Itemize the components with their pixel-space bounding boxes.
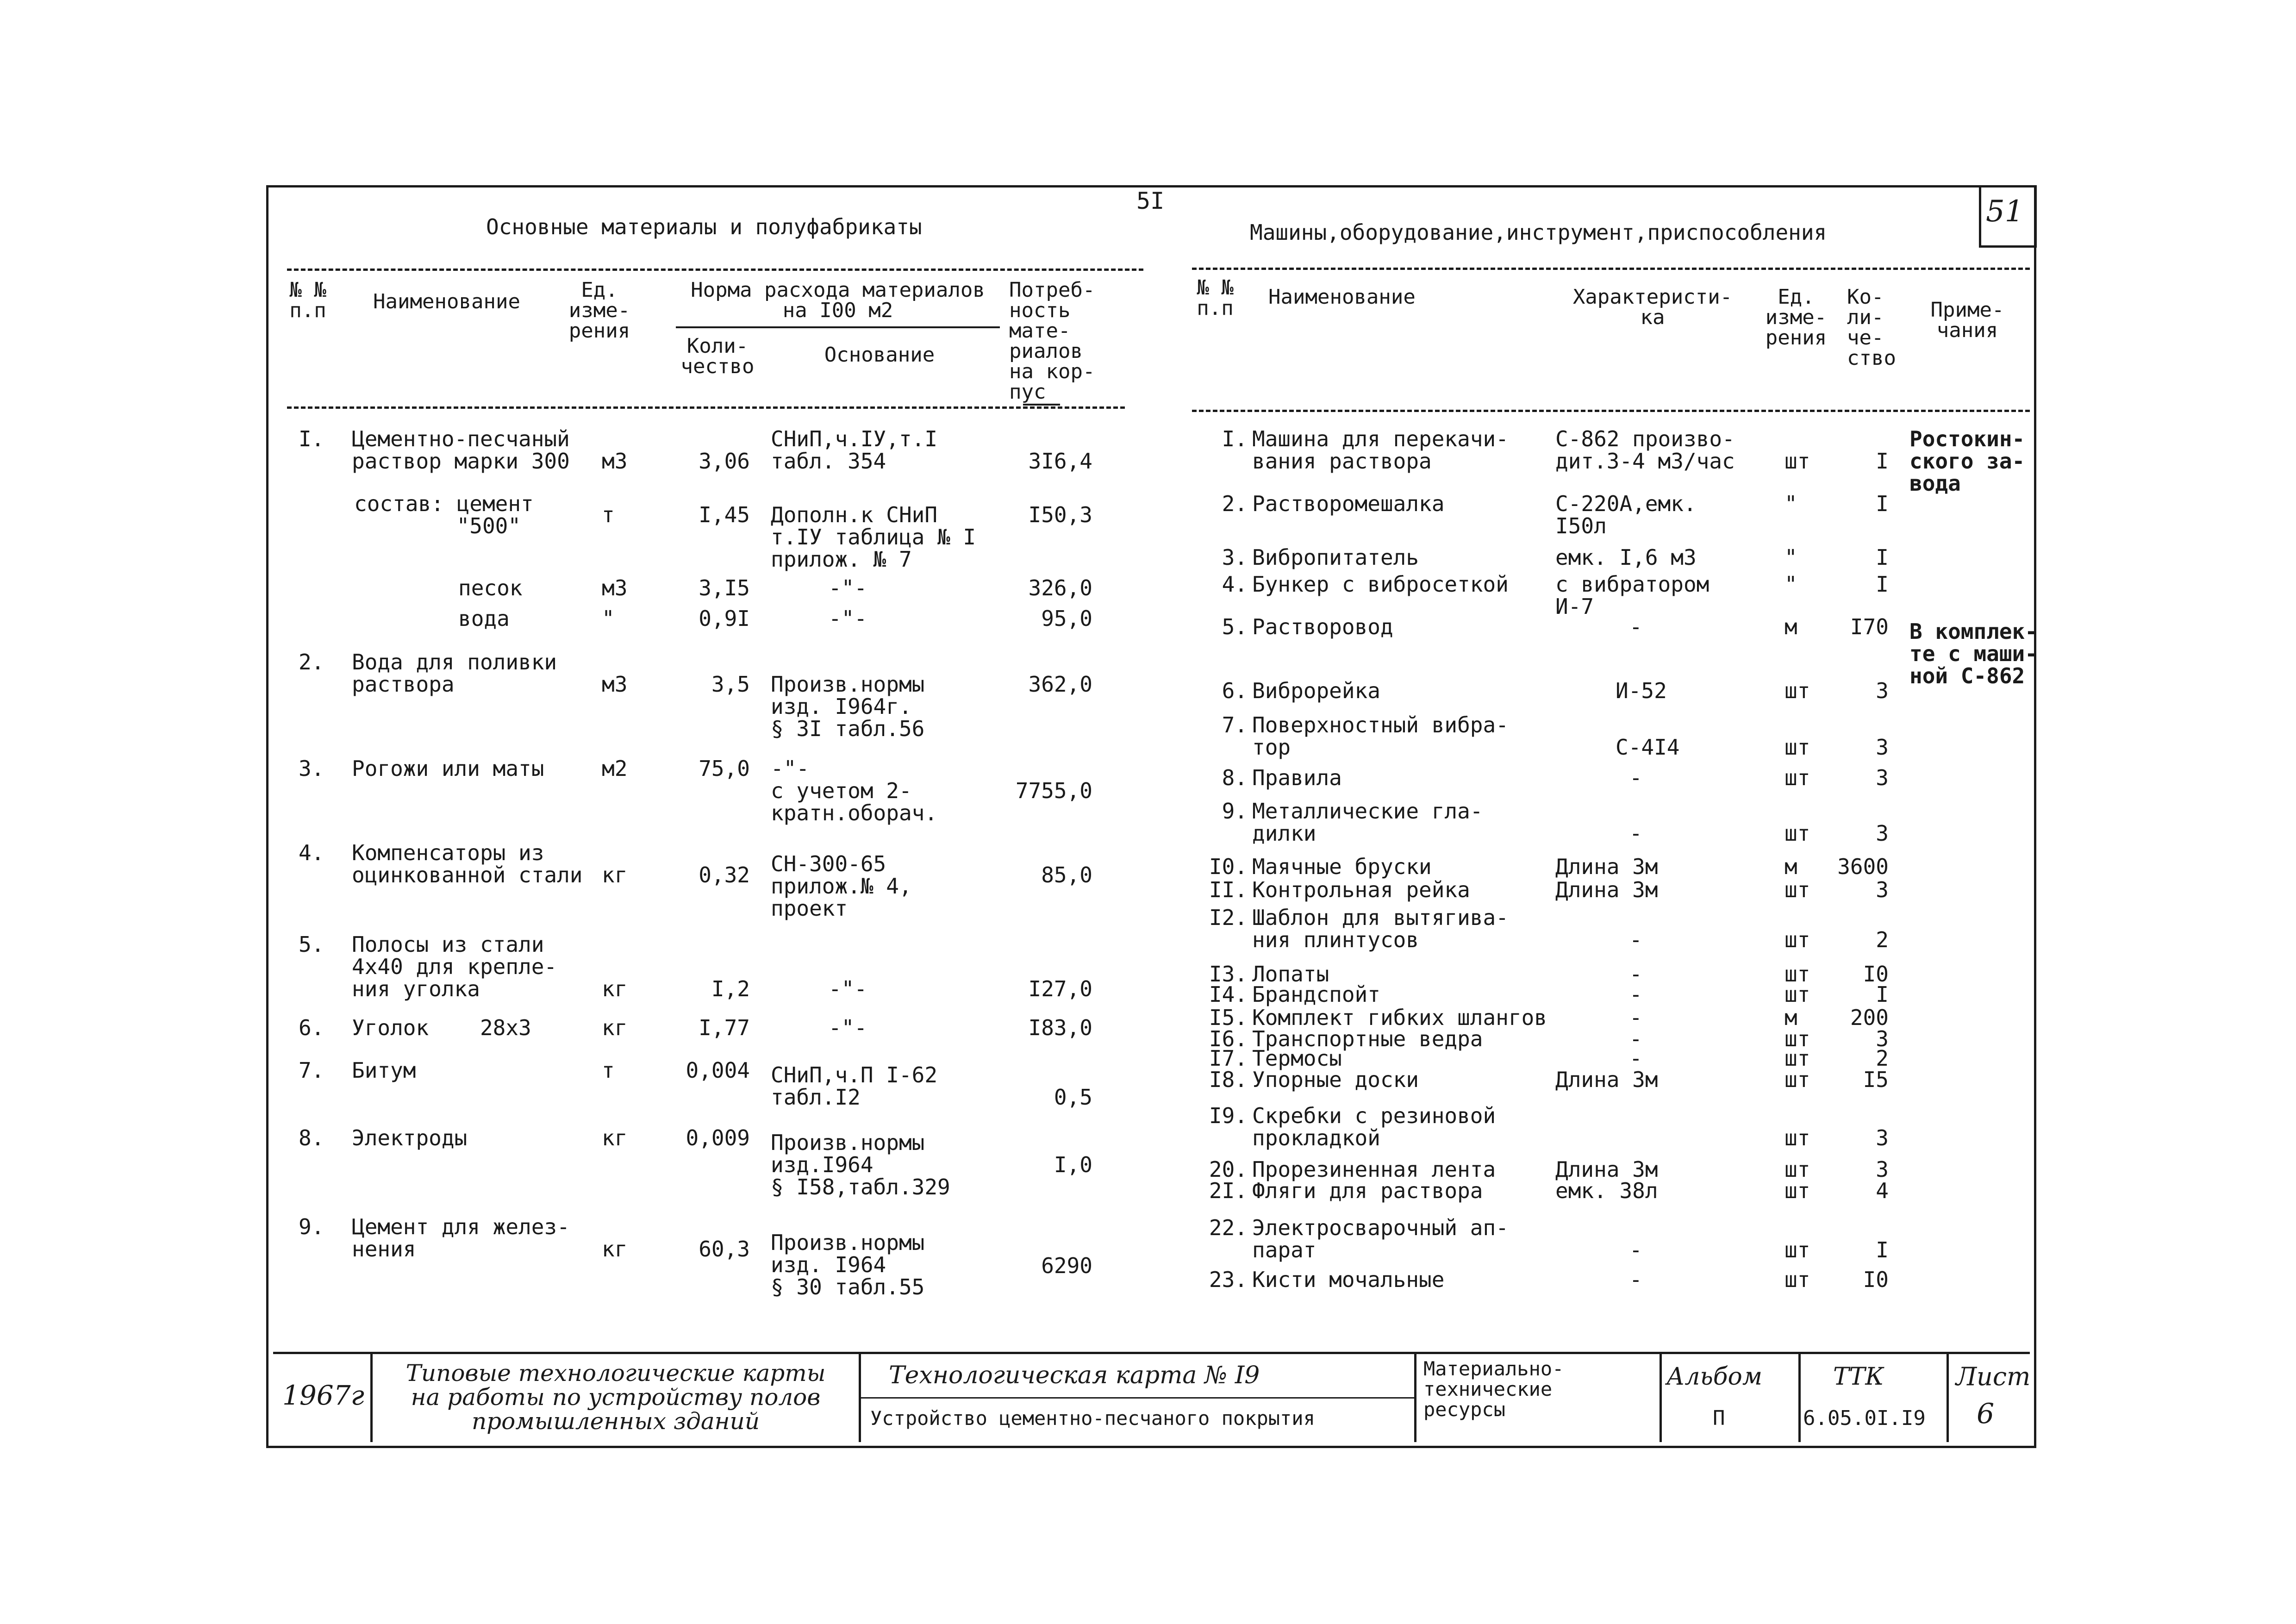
row-char: Длина 3м <box>1555 1067 1658 1092</box>
row-unit: шт <box>1784 735 1810 760</box>
left-col-name-header: Наименование <box>373 290 520 313</box>
row-need: I27,0 <box>1028 976 1092 1001</box>
row-name: Термосы <box>1252 1046 1342 1071</box>
row-name: состав: цемент "500" <box>354 491 534 538</box>
row-num: I0. <box>1209 854 1248 879</box>
row-unit: " <box>1784 545 1797 570</box>
sheet-stamp: 51 <box>1986 194 2024 229</box>
right-col-char-header: Характеристи- ка <box>1572 285 1733 329</box>
row-num: 5. <box>299 932 324 957</box>
row-unit: шт <box>1784 449 1810 474</box>
row-num: 9. <box>299 1214 324 1239</box>
row-basis: Дополн.к СНиП т.IУ таблица № I прилож. № 7 <box>771 502 976 572</box>
row-unit: шт <box>1784 1046 1810 1071</box>
row-basis: -"- <box>829 606 867 631</box>
row-name: Электроды <box>352 1125 468 1150</box>
row-name: Виброрейка <box>1252 678 1380 703</box>
row-name: Маячные бруски <box>1252 854 1432 879</box>
row-name: Цемент для желез- нения <box>352 1214 570 1262</box>
left-col-unit-header: Ед. изме- рения <box>568 278 630 343</box>
row-basis: СНиП,ч.П I-62 табл.I2 <box>771 1062 938 1110</box>
row-qty: 3 <box>1876 735 1889 760</box>
row-name: Компенсаторы из оцинкованной стали <box>352 840 583 887</box>
row-name: Растворомешалка <box>1252 491 1445 516</box>
row-unit: т <box>602 1058 615 1083</box>
row-num: I7. <box>1209 1046 1248 1071</box>
left-col-norm-header: Норма расхода материалов на I00 м2 <box>691 278 985 322</box>
row-num: 2. <box>1222 491 1248 516</box>
row-name: Поверхностный вибра- тор <box>1252 712 1509 760</box>
row-qty: I,77 <box>699 1015 750 1040</box>
row-name: Вибропитатель <box>1252 545 1419 570</box>
row-char: - <box>1629 1237 1642 1262</box>
row-qty: 3,06 <box>699 449 750 474</box>
row-name: Металлические гла- дилки <box>1252 799 1483 846</box>
row-unit: шт <box>1784 1237 1810 1262</box>
row-qty: I <box>1876 982 1889 1007</box>
row-unit: м3 <box>602 449 628 474</box>
row-unit: кг <box>602 976 628 1001</box>
row-char: с вибратором И-7 <box>1555 572 1710 619</box>
row-char: - <box>1629 927 1642 952</box>
row-qty: 0,9I <box>699 606 750 631</box>
row-num: I5. <box>1209 1005 1248 1030</box>
row-basis: -"- <box>829 1015 867 1040</box>
row-num: I2. <box>1209 905 1248 930</box>
row-need: 6290 <box>1041 1253 1092 1278</box>
row-need: 95,0 <box>1041 606 1092 631</box>
row-num: 4. <box>299 840 324 865</box>
row-num: 3. <box>299 756 324 781</box>
row-name: Вода для поливки раствора <box>352 650 557 697</box>
row-num: 5. <box>1222 614 1248 639</box>
row-unit: шт <box>1784 1125 1810 1150</box>
row-char: Длина 3м <box>1555 1157 1658 1182</box>
row-qty: 75,0 <box>699 756 750 781</box>
row-num: 2I. <box>1209 1178 1248 1203</box>
row-basis: Произв.нормы изд. I964г. § 3I табл.56 <box>771 672 925 741</box>
row-unit: шт <box>1784 962 1810 987</box>
row-char: С-4I4 <box>1616 735 1680 760</box>
row-unit: кг <box>602 1237 628 1262</box>
row-unit: шт <box>1784 1026 1810 1051</box>
row-qty: 0,004 <box>686 1058 750 1083</box>
row-char: Длина 3м <box>1555 877 1658 902</box>
row-char: Длина 3м <box>1555 854 1658 879</box>
row-name: Лопаты <box>1252 962 1329 987</box>
page-number: 5I <box>1136 187 1165 214</box>
row-char: - <box>1629 1267 1642 1292</box>
row-name: Скребки с резиновой прокладкой <box>1252 1103 1496 1150</box>
row-num: 8. <box>1222 765 1248 790</box>
row-num: 6. <box>299 1015 324 1040</box>
row-unit: м3 <box>602 575 628 600</box>
row-qty: I0 <box>1863 962 1889 987</box>
row-num: I. <box>299 426 324 451</box>
row-name: Контрольная рейка <box>1252 877 1470 902</box>
row-name: Упорные доски <box>1252 1067 1419 1092</box>
row-char: - <box>1629 765 1642 790</box>
row-unit: м <box>1784 614 1797 639</box>
footer-ttk-value: 6.05.0I.I9 <box>1803 1406 1926 1430</box>
row-qty: 3 <box>1876 765 1889 790</box>
row-need: 362,0 <box>1028 672 1092 697</box>
footer-div-5 <box>1798 1352 1801 1442</box>
row-basis: Произв.нормы изд.I964 § I58,табл.329 <box>771 1130 950 1199</box>
footer-div-6 <box>1947 1352 1949 1442</box>
right-header-bottom-rule <box>1192 410 2030 412</box>
row-basis: Произв.нормы изд. I964 § 30 табл.55 <box>771 1230 925 1299</box>
right-col-qty-header: Ко- ли- че- ство <box>1847 285 1896 370</box>
left-title: Основные материалы и полуфабрикаты <box>486 214 922 239</box>
right-col-num-header: № № п.п <box>1197 276 1234 320</box>
left-header-bottom-rule <box>287 406 1125 409</box>
row-qty: 3,5 <box>711 672 750 697</box>
row-char: емк. I,6 м3 <box>1555 545 1697 570</box>
row-name: Растворовод <box>1252 614 1393 639</box>
row-name: Цементно-песчаный раствор марки 300 <box>352 426 570 474</box>
row-name: песок <box>458 575 523 600</box>
left-col-qty-header: Коли- чество <box>680 334 755 378</box>
row-unit: т <box>602 502 615 527</box>
row-qty: 2 <box>1876 927 1889 952</box>
row-basis: СН-300-65 прилож.№ 4, проект <box>771 851 912 921</box>
row-name: Правила <box>1252 765 1342 790</box>
row-unit: шт <box>1784 765 1810 790</box>
row-basis: -"- <box>829 575 867 600</box>
row-unit: шт <box>1784 927 1810 952</box>
right-col-name-header: Наименование <box>1268 285 1416 309</box>
row-qty: I <box>1876 545 1889 570</box>
row-qty: 3 <box>1876 678 1889 703</box>
row-char: - <box>1629 1046 1642 1071</box>
row-qty: I5 <box>1863 1067 1889 1092</box>
row-qty: 0,32 <box>699 862 750 887</box>
row-char: - <box>1629 982 1642 1007</box>
footer-card-rule <box>859 1397 1416 1399</box>
row-unit: м <box>1784 1005 1797 1030</box>
row-char: - <box>1629 962 1642 987</box>
row-num: 2. <box>299 650 324 675</box>
row-need: I83,0 <box>1028 1015 1092 1040</box>
row-num: 20. <box>1209 1157 1248 1182</box>
row-qty: 2 <box>1876 1046 1889 1071</box>
right-col-note-header: Приме- чания <box>1930 298 2004 342</box>
row-basis: СНиП,ч.IУ,т.I табл. 354 <box>771 426 938 474</box>
row-unit: шт <box>1784 1157 1810 1182</box>
row-qty: I <box>1876 572 1889 597</box>
row-unit: м2 <box>602 756 628 781</box>
left-col-num-header: № № п.п <box>289 278 326 322</box>
footer-album-label: Альбом <box>1666 1363 1762 1391</box>
row-num: 23. <box>1209 1267 1248 1292</box>
footer-album-value: П <box>1713 1406 1725 1430</box>
row-num: I6. <box>1209 1026 1248 1051</box>
row-qty: 60,3 <box>699 1237 750 1262</box>
left-need-underline <box>1023 404 1060 406</box>
footer-resources: Материально- технические ресурсы <box>1423 1357 1564 1421</box>
row-unit: шт <box>1784 982 1810 1007</box>
row-name: Битум <box>352 1058 416 1083</box>
row-qty: 3 <box>1876 821 1889 846</box>
right-note-1: Ростокин- ского за- вода <box>1909 426 2025 496</box>
row-char: И-52 <box>1616 678 1667 703</box>
right-note-2: В комплек- те с маши- ной С-862 <box>1909 619 2038 688</box>
footer-subject: Устройство цементно-песчаного покрытия <box>870 1407 1315 1430</box>
footer-series: Типовые технологические карты на работы по устройству полов промышленных зданий <box>406 1360 826 1435</box>
row-char: емк. 38л <box>1555 1178 1658 1203</box>
row-num: 8. <box>299 1125 324 1150</box>
row-num: 22. <box>1209 1215 1248 1240</box>
row-qty: 3 <box>1876 1157 1889 1182</box>
row-qty: 4 <box>1876 1178 1889 1203</box>
right-title: Машины,оборудование,инструмент,приспособления <box>1250 220 1827 245</box>
row-need: 326,0 <box>1028 575 1092 600</box>
row-unit: шт <box>1784 821 1810 846</box>
row-name: Транспортные ведра <box>1252 1026 1483 1051</box>
row-qty: 3 <box>1876 877 1889 902</box>
row-unit: м3 <box>602 672 628 697</box>
row-qty: 3600 <box>1837 854 1889 879</box>
row-num: I8. <box>1209 1067 1248 1092</box>
row-name: Рогожи или маты <box>352 756 544 781</box>
row-num: I4. <box>1209 982 1248 1007</box>
right-col-unit-header: Ед. изме- рения <box>1765 285 1827 350</box>
row-qty: I <box>1876 449 1889 474</box>
row-unit: кг <box>602 862 628 887</box>
row-qty: 200 <box>1850 1005 1889 1030</box>
row-name: Прорезиненная лента <box>1252 1157 1496 1182</box>
row-name: Машина для перекачи- вания раствора <box>1252 426 1509 474</box>
row-need: I,0 <box>1054 1152 1092 1177</box>
row-char: С-220А,емк. I50л <box>1555 491 1697 538</box>
footer-div-1 <box>370 1352 373 1442</box>
row-name: Бункер с вибросеткой <box>1252 572 1509 597</box>
row-unit: шт <box>1784 1178 1810 1203</box>
right-header-top-rule <box>1192 268 2030 270</box>
footer-sheet-label: Лист <box>1956 1362 2031 1391</box>
row-unit: кг <box>602 1125 628 1150</box>
row-basis: -"- <box>829 976 867 1001</box>
row-char: - <box>1629 1026 1642 1051</box>
row-basis: -"- с учетом 2- кратн.оборач. <box>771 756 938 825</box>
row-name: Комплект гибких шлангов <box>1252 1005 1547 1030</box>
row-unit: " <box>1784 491 1797 516</box>
row-qty: I70 <box>1850 614 1889 639</box>
row-qty: I,45 <box>699 502 750 527</box>
row-unit: шт <box>1784 877 1810 902</box>
footer-top-rule <box>273 1352 2030 1354</box>
footer-ttk-label: ТТК <box>1833 1363 1884 1391</box>
row-need: 0,5 <box>1054 1085 1092 1110</box>
row-qty: I <box>1876 491 1889 516</box>
row-qty: 3,I5 <box>699 575 750 600</box>
left-col-need-header: Потреб- ность мате- риалов на кор- пус <box>1009 278 1095 404</box>
row-num: I9. <box>1209 1103 1248 1128</box>
left-col-basis-header: Основание <box>824 343 935 367</box>
row-need: 3I6,4 <box>1028 449 1092 474</box>
left-header-top-rule <box>287 269 1143 271</box>
row-num: 9. <box>1222 799 1248 824</box>
row-num: 4. <box>1222 572 1248 597</box>
row-qty: I0 <box>1863 1267 1889 1292</box>
row-num: I3. <box>1209 962 1248 987</box>
row-name: Уголок 28х3 <box>352 1015 531 1040</box>
row-qty: I <box>1876 1237 1889 1262</box>
footer-sheet-value: 6 <box>1977 1398 1995 1430</box>
row-qty: 0,009 <box>686 1125 750 1150</box>
row-name: Полосы из стали 4х40 для крепле- ния уголка <box>352 932 557 1001</box>
row-num: 3. <box>1222 545 1248 570</box>
row-need: I50,3 <box>1028 502 1092 527</box>
row-name: вода <box>458 606 510 631</box>
row-qty: 3 <box>1876 1125 1889 1150</box>
row-unit: " <box>1784 572 1797 597</box>
row-num: II. <box>1209 877 1248 902</box>
row-num: 7. <box>299 1058 324 1083</box>
row-unit: шт <box>1784 1067 1810 1092</box>
row-qty: 3 <box>1876 1026 1889 1051</box>
footer-div-4 <box>1660 1352 1662 1442</box>
row-char: - <box>1629 614 1642 639</box>
row-name: Электросварочный ап- парат <box>1252 1215 1509 1262</box>
row-unit: шт <box>1784 678 1810 703</box>
footer-year: 1967г <box>282 1380 364 1411</box>
row-unit: шт <box>1784 1267 1810 1292</box>
row-name: Кисти мочальные <box>1252 1267 1445 1292</box>
row-unit: кг <box>602 1015 628 1040</box>
row-unit: " <box>602 606 615 631</box>
row-num: 7. <box>1222 712 1248 737</box>
footer-card: Технологическая карта № I9 <box>889 1362 1260 1389</box>
row-name: Брандспойт <box>1252 982 1380 1007</box>
row-qty: I,2 <box>711 976 750 1001</box>
row-unit: м <box>1784 854 1797 879</box>
left-norm-rule <box>676 326 1000 328</box>
row-num: 6. <box>1222 678 1248 703</box>
row-need: 7755,0 <box>1015 778 1092 803</box>
row-char: - <box>1629 821 1642 846</box>
row-need: 85,0 <box>1041 862 1092 887</box>
row-name: Шаблон для вытягива- ния плинтусов <box>1252 905 1509 952</box>
row-char: - <box>1629 1005 1642 1030</box>
row-char: С-862 произво- дит.3-4 м3/час <box>1555 426 1735 474</box>
row-num: I. <box>1222 426 1248 451</box>
row-name: Фляги для раствора <box>1252 1178 1483 1203</box>
